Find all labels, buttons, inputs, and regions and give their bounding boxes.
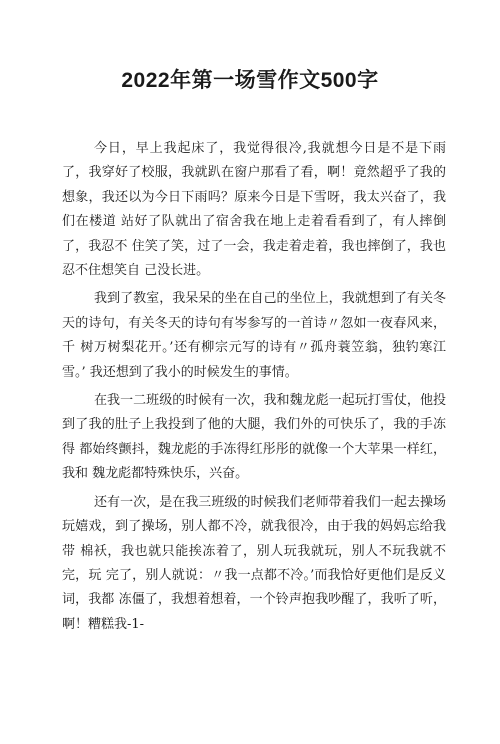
paragraph-2: 我到了教室，我呆呆的坐在自己的坐位上，我就想到了有关冬 天的诗句，有关冬天的诗句有岑参写的一首诗〃忽如一夜春风来，千 树万树梨花开。’还有柳宗元写的诗有〃孤舟蓑笠翁，独钓寒江雪。’ 我还想到了我小的时候发生的事情。	[62, 291, 446, 380]
paragraph-1: 今日，早上我起床了，我觉得很冷,我就想今日是不是下雨了，我穿好了校服，我就趴在窗户那看了看，啊！竟然超乎了我的想象，我还以为今日下雨吗？原来今日是下雪呀，我太兴奋了，我们在楼道 站好了队就出了宿舍我在地上走着看看到了，有人摔倒了，我忍不 住笑了笑，过了一会，我走着走着，我也摔倒了，我也忍不住想笑自 己没长进。	[62, 141, 446, 279]
document-body	[62, 137, 446, 641]
paragraph-3: 在我一二班级的时候有一次，我和魏龙彪一起玩打雪仗，他投 到了我的肚子上我投到了他的大腿，我们外的可快乐了，我的手冻得 都始终颤抖，魏龙彪的手冻得红彤彤的就像一个大苹果一样红，我和 魏龙彪都特殊快乐，兴奋。	[62, 393, 446, 482]
paragraph-4: 还有一次，是在我三班级的时候我们老师带着我们一起去操场 玩嬉戏，到了操场，别人都不冷，就我很冷，由于我的妈妈忘给我带 棉袄，我也就只能挨冻着了，别人玩我就玩，别人不玩我就不完，玩 完了，别人就说：〃我一点都不冷。’而我恰好更他们是反义词，我都 冻僵了，我想着想着，一个铃声抱我吵醒了，我听了听，啊！糟糕我-1-	[62, 494, 446, 632]
document-title: 2022年第一场雪作文500字	[121, 69, 379, 92]
